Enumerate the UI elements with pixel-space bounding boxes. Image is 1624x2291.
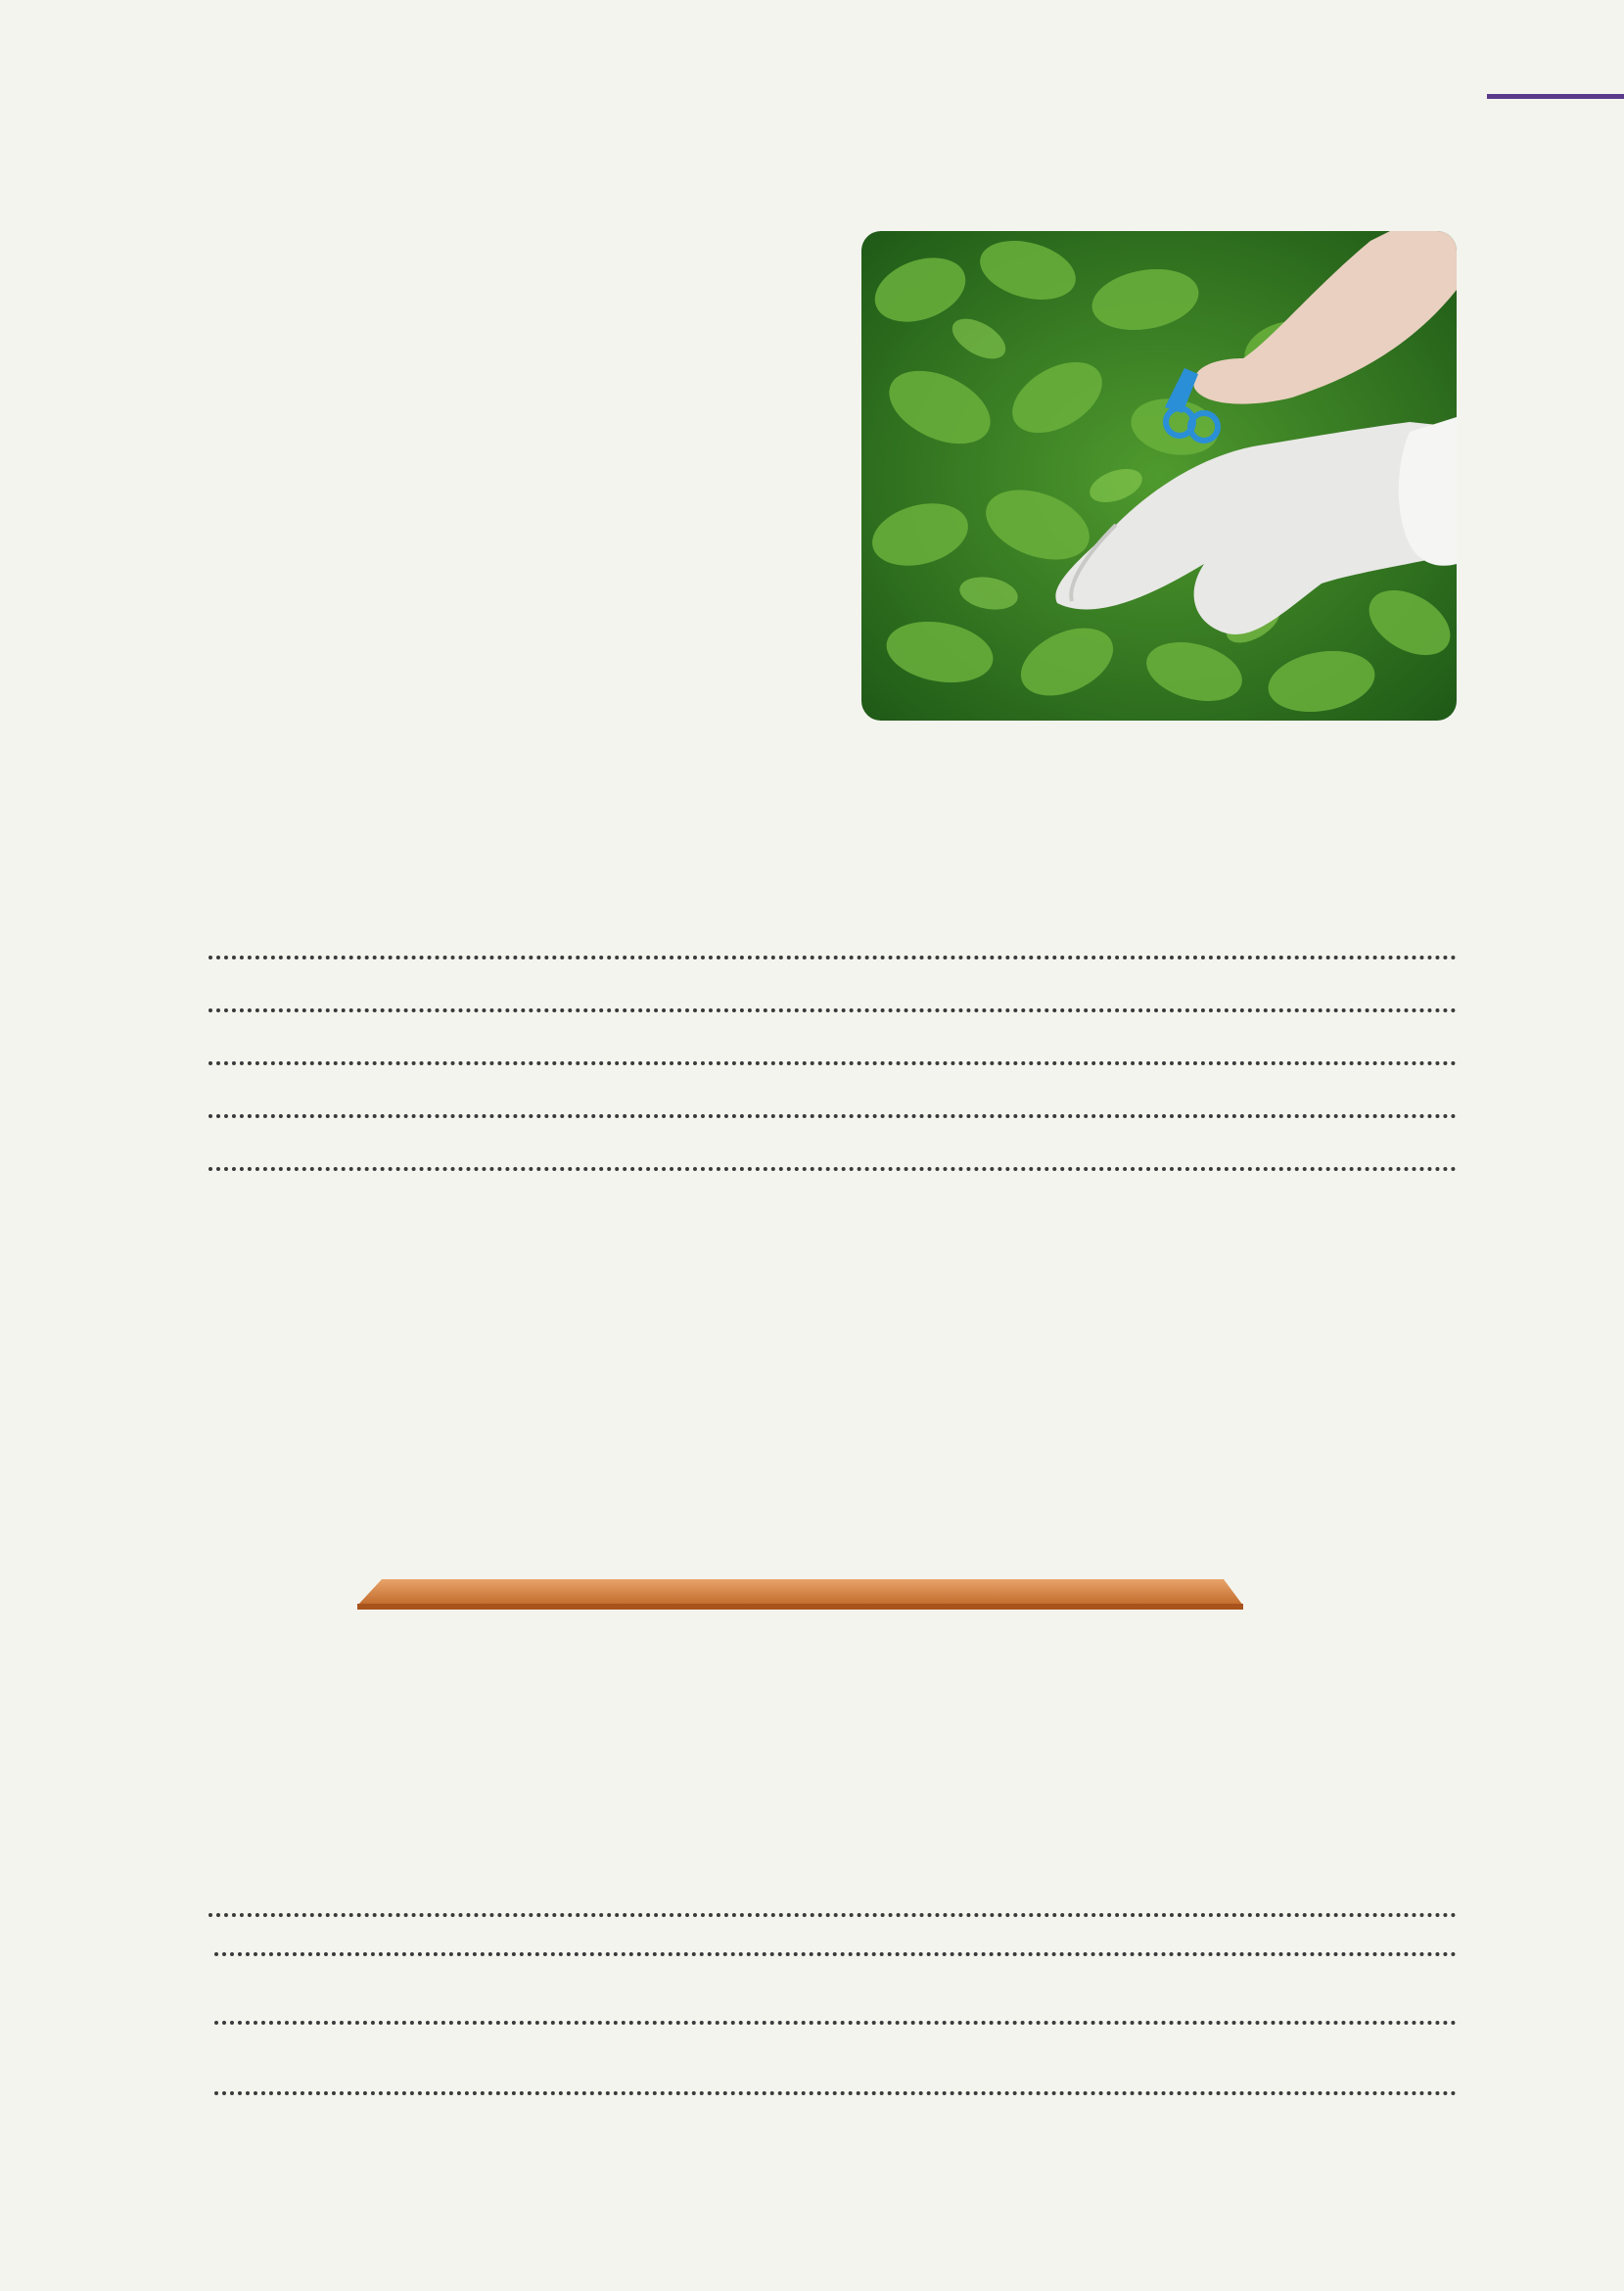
dependent-variable-row[interactable] <box>209 2021 1457 2033</box>
q1-answer-line-3[interactable] <box>209 1057 1457 1065</box>
page-header <box>1471 76 1624 116</box>
shelf <box>357 1579 1243 1606</box>
independent-variable-row[interactable] <box>209 1952 1457 1964</box>
nettle-photo <box>861 231 1457 721</box>
controlled-variable-field[interactable] <box>214 2091 1457 2095</box>
independent-variable-field[interactable] <box>214 1952 1457 1956</box>
dependent-variable-field[interactable] <box>214 2021 1457 2025</box>
q2-answer-line[interactable] <box>209 1909 1457 1917</box>
q1-answer-line-5[interactable] <box>209 1163 1457 1171</box>
q1-answer-line-1[interactable] <box>209 952 1457 959</box>
q1-answer-line-2[interactable] <box>209 1005 1457 1012</box>
controlled-variable-row[interactable] <box>209 2091 1457 2103</box>
q1-answer-line-4[interactable] <box>209 1110 1457 1118</box>
beakers-illustration <box>352 1400 1253 1615</box>
header-line <box>1487 94 1624 99</box>
nettle-gloved-hand-image <box>861 231 1457 721</box>
